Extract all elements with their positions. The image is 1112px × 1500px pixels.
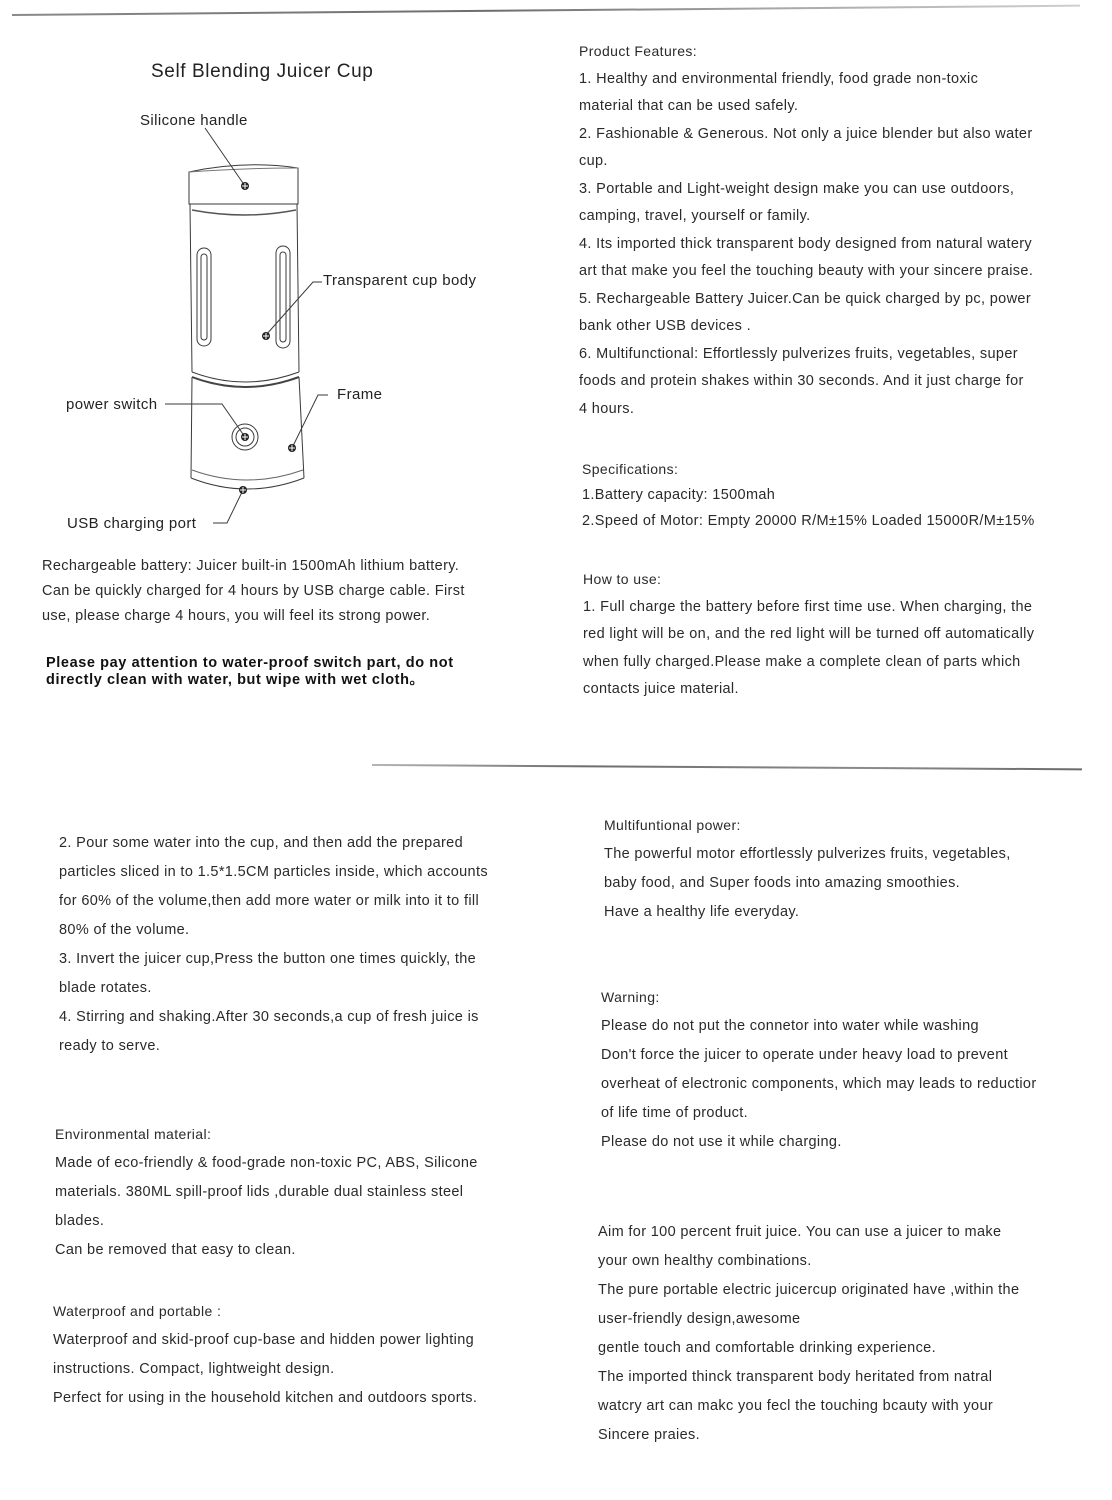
text-line: Sincere praies. (598, 1427, 700, 1443)
how-to-use-section (583, 566, 1034, 704)
section-heading: Waterproof and portable : (53, 1303, 222, 1319)
text-line: Made of eco-friendly & food-grade non-toxic PC, ABS, Silicone (55, 1155, 478, 1171)
label-frame: Frame (337, 386, 383, 403)
text-line: 2. Fashionable & Generous. Not only a juice blender but also water (579, 125, 1033, 142)
text-line: The powerful motor effortlessly pulverizes fruits, vegetables, (604, 846, 1011, 862)
text-line: Rechargeable battery: Juicer built-in 1500mAh lithium battery. (42, 558, 460, 574)
how-to-use-steps-continued (59, 829, 488, 1061)
text-line: blades. (55, 1213, 105, 1229)
text-line: Please do not put the connetor into water while washing (601, 1018, 979, 1034)
text-line: Perfect for using in the household kitchen and outdoors sports. (53, 1390, 478, 1406)
text-line: Waterproof and skid-proof cup-base and hidden power lighting (53, 1332, 475, 1348)
text-line: Aim for 100 percent fruit juice. You can use a juicer to make (598, 1224, 1002, 1240)
middle-divider-line (372, 764, 1082, 770)
label-transparent-cup-body: Transparent cup body (323, 272, 477, 289)
section-heading: Multifuntional power: (604, 817, 741, 833)
text-line: 5. Rechargeable Battery Juicer.Can be quick charged by pc, power (579, 290, 1032, 307)
section-heading: Product Features: (579, 43, 698, 59)
text-line: Can be quickly charged for 4 hours by USB charge cable. First (42, 583, 465, 599)
juicer-cup-diagram (0, 0, 560, 540)
section-heading: Warning: (601, 989, 660, 1005)
text-line: 2. Pour some water into the cup, and then add the prepared (59, 835, 463, 851)
text-line: bank other USB devices . (579, 318, 752, 334)
text-line: 6. Multifunctional: Effortlessly pulverizes fruits, vegetables, super (579, 345, 1018, 362)
text-line: 2.Speed of Motor: Empty 20000 R/M±15% Loaded 15000R/M±15% (582, 513, 1035, 529)
battery-paragraph (42, 554, 465, 629)
text-line: directly clean with water, but wipe with wet cloth。 (46, 672, 425, 688)
text-line: Can be removed that easy to clean. (55, 1242, 296, 1258)
text-line: art that make you feel the touching beauty with your sincere praise. (579, 263, 1034, 279)
text-line: The pure portable electric juicercup originated have ,within the (598, 1282, 1020, 1298)
text-line: 1.Battery capacity: 1500mah (582, 487, 776, 503)
text-line: 3. Portable and Light-weight design make you can use outdoors, (579, 180, 1015, 197)
text-line: material that can be used safely. (579, 98, 799, 114)
text-line: user-friendly design,awesome (598, 1311, 801, 1327)
text-line: watcry art can makc you fecl the touching bcauty with your (598, 1398, 994, 1414)
text-line: for 60% of the volume,then add more water or milk into it to fill (59, 893, 480, 909)
text-line: Please pay attention to water-proof switch part, do not (46, 655, 454, 671)
text-line: blade rotates. (59, 980, 152, 996)
text-line: camping, travel, yourself or family. (579, 208, 811, 224)
text-line: ready to serve. (59, 1038, 161, 1054)
text-line: contacts juice material. (583, 681, 739, 697)
section-heading: Specifications: (582, 461, 679, 477)
section-heading: How to use: (583, 571, 662, 587)
text-line: particles sliced in to 1.5*1.5CM particles inside, which accounts (59, 864, 488, 880)
text-line: 80% of the volume. (59, 922, 190, 938)
warning-section (601, 983, 1037, 1157)
waterproof-warning (46, 655, 454, 689)
label-silicone-handle: Silicone handle (140, 112, 248, 129)
text-line: baby food, and Super foods into amazing smoothies. (604, 875, 961, 891)
text-line: 3. Invert the juicer cup,Press the button one times quickly, the (59, 951, 477, 967)
text-line: 1. Full charge the battery before first time use. When charging, the (583, 598, 1033, 615)
fruit-juice-description (598, 1218, 1019, 1450)
text-line: overheat of electronic components, which may leads to reductior (601, 1076, 1037, 1092)
text-line: gentle touch and comfortable drinking experience. (598, 1340, 936, 1356)
section-heading: Environmental material: (55, 1126, 212, 1142)
text-line: use, please charge 4 hours, you will feel its strong power. (42, 608, 431, 624)
label-usb-charging-port: USB charging port (67, 515, 197, 532)
page-title: Self Blending Juicer Cup (151, 61, 374, 82)
text-line: Don't force the juicer to operate under heavy load to prevent (601, 1047, 1008, 1063)
text-line: foods and protein shakes within 30 seconds. And it just charge for (579, 373, 1024, 389)
text-line: 4. Its imported thick transparent body designed from natural watery (579, 235, 1033, 252)
text-line: 4. Stirring and shaking.After 30 seconds,a cup of fresh juice is (59, 1009, 479, 1025)
text-line: 1. Healthy and environmental friendly, food grade non-toxic (579, 70, 979, 87)
text-line: Have a healthy life everyday. (604, 904, 800, 920)
label-power-switch: power switch (66, 396, 158, 413)
text-line: cup. (579, 153, 608, 169)
text-line: when fully charged.Please make a complete clean of parts which (583, 653, 1021, 670)
environmental-material-section (55, 1120, 478, 1265)
text-line: Please do not use it while charging. (601, 1134, 842, 1150)
product-features-section (579, 38, 1033, 423)
text-line: instructions. Compact, lightweight design. (53, 1361, 335, 1377)
multifunctional-power-section (604, 811, 1011, 927)
text-line: The imported thinck transparent body heritated from natral (598, 1369, 993, 1385)
text-line: of life time of product. (601, 1105, 749, 1121)
text-line: 4 hours. (579, 400, 635, 417)
text-line: red light will be on, and the red light will be turned off automatically (583, 626, 1035, 642)
text-line: materials. 380ML spill-proof lids ,durable dual stainless steel (55, 1184, 464, 1200)
text-line: your own healthy combinations. (598, 1253, 812, 1269)
specifications-section (582, 456, 1035, 534)
waterproof-portable-section (53, 1297, 477, 1413)
